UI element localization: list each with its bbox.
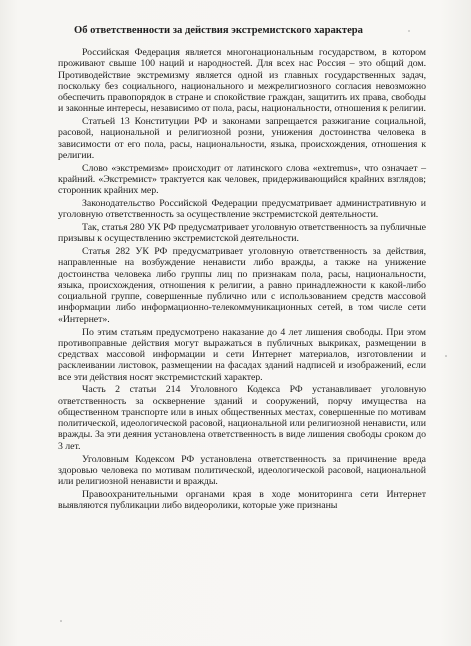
paragraph-5: Так, статья 280 УК РФ предусматривает уголовную ответственность за публичные призывы к осуществлению экстремистской деятельности. (58, 222, 426, 245)
paragraph-6: Статья 282 УК РФ предусматривает уголовную ответственность за действия, направленные на возбуждение ненависти либо вражды, а также на унижение достоинства человека либо группы лиц по признакам пола, расы, национальности, языка, происхождения, отношения к религии, а равно принадлежности к какой-либо социальной группе, совершенные публично или с использованием средств массовой информации либо информационно-телекоммуникационных сетей, в том числе сети «Интернет». (58, 246, 426, 325)
paragraph-7: По этим статьям предусмотрено наказание до 4 лет лишения свободы. При этом противоправные действия могут выражаться в публичных выкриках, размещении в средствах массовой информации и сети Интернет материалов, изготовлении и расклеивании листовок, размещении на фасадах зданий надписей и изображений, если все эти действия носят экстремистский характер. (58, 326, 426, 383)
paragraph-2: Статьей 13 Конституции РФ и законами запрещается разжигание социальной, расовой, национальной и религиозной розни, унижения достоинства человека в зависимости от его пола, расы, национальности, языка, происхождения, отношения к религии. (58, 116, 426, 161)
document-title: Об ответственности за действия экстремистского характера (74, 25, 363, 36)
paragraph-9: Уголовным Кодексом РФ установлена ответственность за причинение вреда здоровью человека по мотивам политической, идеологической расовой, национальной или религиозной ненависти и вражды. (58, 453, 426, 487)
paragraph-1: Российская Федерация является многонациональным государством, в котором проживают свыше 100 наций и народностей. Для всех нас Россия – это общий дом. Противодействие экстремизму является одной из главных государственных задач, поскольку без социального, национального и межрелигиозного согласия невозможно обеспечить правопорядок в стране и спокойствие граждан, защитить их права, свободы и законные интересы, независимо от пола, расы, национальности, отношения к религии. (58, 47, 426, 115)
paragraph-3: Слово «экстремизм» происходит от латинского слова «extremus», что означает – крайний. «Экстремист» трактуется как человек, придерживающийся крайних взглядов; сторонник крайних мер. (58, 162, 426, 197)
paragraph-4: Законодательство Российской Федерации предусматривает административную и уголовную ответственность за осуществление экстремистской деятельности. (58, 198, 426, 221)
scan-speck (60, 620, 62, 622)
paragraph-8: Часть 2 статьи 214 Уголовного Кодекса РФ устанавливает уголовную ответственность за осквернение зданий и сооружений, порчу имущества на общественном транспорте или в иных общественных местах, совершенные по мотивам политической, идеологической расовой, национальной или религиозной ненависти, или вражды. За эти деяния установлена ответственность в виде лишения свободы сроком до 3 лет. (58, 384, 426, 452)
document-body (58, 24, 426, 513)
scan-speck (445, 355, 447, 357)
paragraph-10: Правоохранительными органами края в ходе мониторинга сети Интернет выявляются публикации либо видеоролики, которые уже признаны (58, 488, 426, 512)
